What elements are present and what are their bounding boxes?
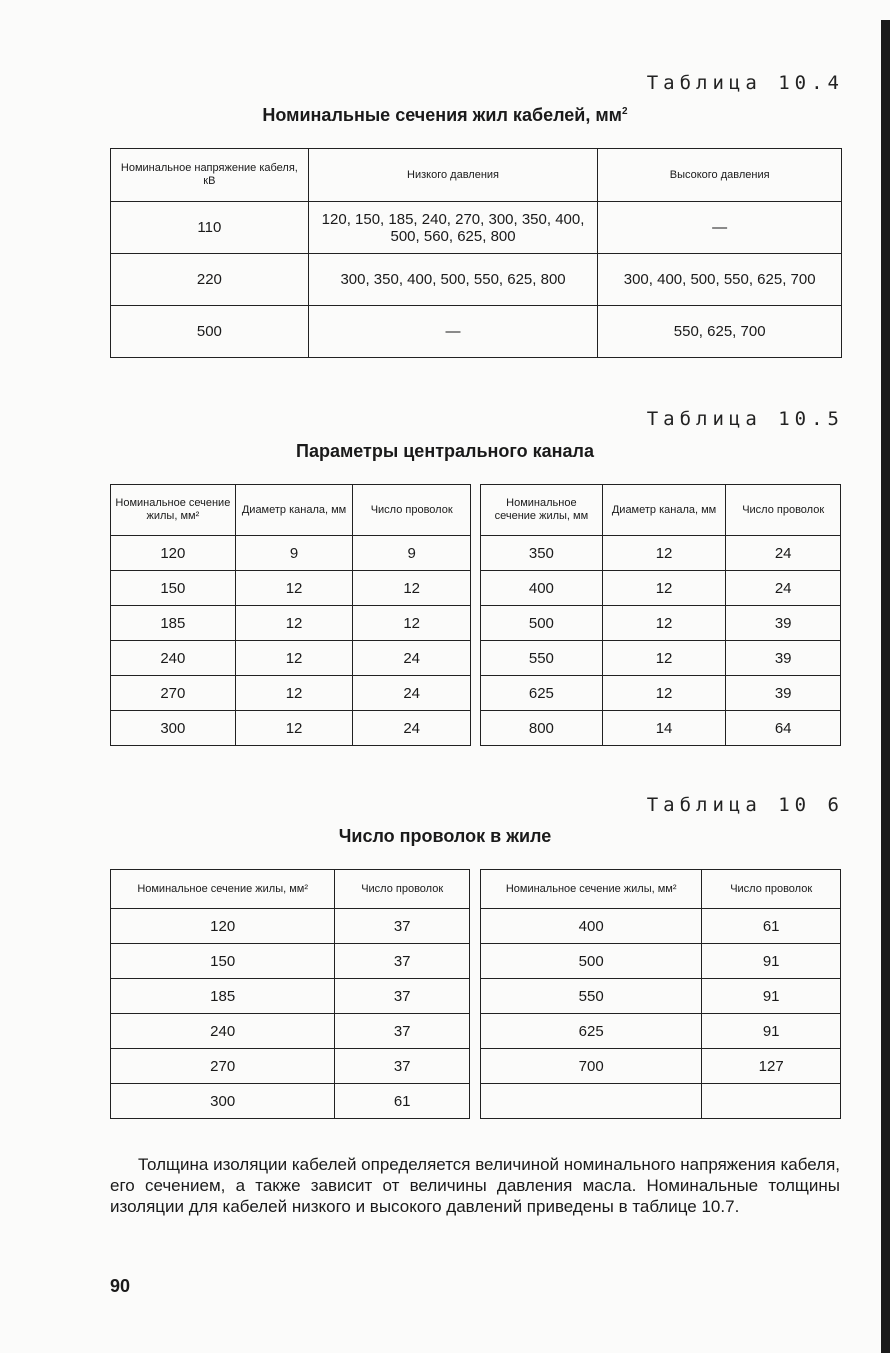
header-cell: Номинальное сечение жилы, мм² — [481, 870, 702, 909]
table-cell — [481, 1084, 702, 1119]
table-row — [111, 676, 471, 711]
table-row — [111, 306, 842, 358]
table-10-5-title: Параметры центрального канала — [296, 441, 594, 461]
header-cell: Число проволок — [335, 870, 470, 909]
table-cell: 185 — [111, 979, 335, 1014]
table-cell: 300 — [111, 711, 236, 746]
table-cell: 12 — [235, 641, 353, 676]
table-cell: 9 — [353, 536, 471, 571]
table-10-4-title — [0, 105, 890, 126]
table-cell: 625 — [481, 1014, 702, 1049]
table-cell: 12 — [235, 711, 353, 746]
header-cell: Диаметр канала, мм — [602, 485, 726, 536]
page-number: 90 — [110, 1276, 131, 1296]
table-cell: 625 — [481, 676, 603, 711]
header-cell: Число проволок — [353, 485, 471, 536]
table-row — [111, 1049, 470, 1084]
table-cell: 12 — [602, 571, 726, 606]
table-cell: 300, 350, 400, 500, 550, 625, 800 — [308, 254, 598, 306]
table-cell: 12 — [353, 606, 471, 641]
table-10-4-title-sup: 2 — [622, 106, 628, 117]
table-10-5-right — [480, 484, 841, 746]
table-cell: 300 — [111, 1084, 335, 1119]
header-cell: Номинальное напряжение кабеля, кВ — [111, 149, 309, 202]
table-header-row — [481, 870, 841, 909]
table-cell: 120 — [111, 536, 236, 571]
table-cell: 300, 400, 500, 550, 625, 700 — [598, 254, 842, 306]
table-cell: 61 — [702, 909, 841, 944]
table-row — [481, 1084, 841, 1119]
table-header-row — [111, 149, 842, 202]
table-cell: 14 — [602, 711, 726, 746]
table-row — [481, 571, 841, 606]
body-paragraph: Толщина изоляции кабелей определяется величиной номинального напряжения кабеля, его сечением, а также зависит от величины давления масла. Номинальные толщины изоляции для кабелей низкого и высокого давлений приведены в таблице 10.7. — [110, 1155, 840, 1216]
page-edge-shadow — [881, 20, 890, 1353]
table-cell: 12 — [602, 641, 726, 676]
table-cell: 37 — [335, 909, 470, 944]
table-row — [111, 202, 842, 254]
table-10-5-left — [110, 484, 471, 746]
table-cell: 39 — [726, 606, 841, 641]
header-cell: Низкого давления — [308, 149, 598, 202]
table-cell: 12 — [235, 606, 353, 641]
table-cell: 12 — [602, 536, 726, 571]
table-row — [481, 1049, 841, 1084]
table-cell: 12 — [235, 676, 353, 711]
table-cell: 400 — [481, 571, 603, 606]
table-cell: 12 — [235, 571, 353, 606]
table-row — [111, 606, 471, 641]
table-cell: 91 — [702, 944, 841, 979]
table-row — [111, 944, 470, 979]
table-cell: 120 — [111, 909, 335, 944]
table-cell: 120, 150, 185, 240, 270, 300, 350, 400, 500, 560, 625, 800 — [308, 202, 598, 254]
table-10-4-title-text: Номинальные сечения жил кабелей, мм — [262, 105, 622, 125]
table-cell: 150 — [111, 944, 335, 979]
table-cell: 12 — [353, 571, 471, 606]
table-cell: 240 — [111, 641, 236, 676]
table-cell: 350 — [481, 536, 603, 571]
table-cell: 240 — [111, 1014, 335, 1049]
table-cell: 24 — [726, 536, 841, 571]
header-cell: Номинальное сечение жилы, мм — [481, 485, 603, 536]
table-row — [481, 1014, 841, 1049]
header-cell: Высокого давления — [598, 149, 842, 202]
header-cell: Номинальное сечение жилы, мм² — [111, 870, 335, 909]
table-cell: 270 — [111, 1049, 335, 1084]
header-cell: Номинальное сечение жилы, мм² — [111, 485, 236, 536]
table-row — [111, 979, 470, 1014]
table-cell: 37 — [335, 1014, 470, 1049]
table-row — [481, 944, 841, 979]
table-row — [481, 536, 841, 571]
table-cell: 61 — [335, 1084, 470, 1119]
table-header-row — [111, 485, 471, 536]
table-cell: 91 — [702, 979, 841, 1014]
table-cell: 9 — [235, 536, 353, 571]
table-cell: 700 — [481, 1049, 702, 1084]
header-cell: Число проволок — [702, 870, 841, 909]
table-cell: 91 — [702, 1014, 841, 1049]
table-cell: 37 — [335, 1049, 470, 1084]
table-10-4 — [110, 148, 842, 358]
table-cell: — — [308, 306, 598, 358]
table-cell: 800 — [481, 711, 603, 746]
table-cell: 500 — [481, 944, 702, 979]
table-cell: 220 — [111, 254, 309, 306]
table-row — [111, 571, 471, 606]
table-10-5-label: Таблица 10.5 — [646, 408, 844, 430]
table-row — [481, 641, 841, 676]
table-cell: 39 — [726, 676, 841, 711]
table-row — [111, 711, 471, 746]
table-cell: 500 — [111, 306, 309, 358]
table-cell: 12 — [602, 606, 726, 641]
table-row — [111, 909, 470, 944]
table-cell: 185 — [111, 606, 236, 641]
table-cell: 24 — [353, 641, 471, 676]
table-cell: 270 — [111, 676, 236, 711]
table-row — [481, 909, 841, 944]
table-cell: 550, 625, 700 — [598, 306, 842, 358]
table-10-6-title: Число проволок в жиле — [338, 826, 552, 846]
table-row — [111, 536, 471, 571]
table-header-row — [111, 870, 470, 909]
table-cell: 550 — [481, 979, 702, 1014]
table-10-6-label: Таблица 10 6 — [646, 794, 844, 816]
table-cell: 127 — [702, 1049, 841, 1084]
table-cell: 24 — [353, 676, 471, 711]
table-cell: 37 — [335, 979, 470, 1014]
table-row — [111, 1084, 470, 1119]
table-row — [111, 1014, 470, 1049]
table-cell: 110 — [111, 202, 309, 254]
table-cell: 150 — [111, 571, 236, 606]
table-10-4-label: Таблица 10.4 — [646, 72, 844, 94]
table-header-row — [481, 485, 841, 536]
table-cell: 37 — [335, 944, 470, 979]
table-row — [481, 979, 841, 1014]
table-cell: 400 — [481, 909, 702, 944]
table-row — [111, 254, 842, 306]
table-row — [481, 606, 841, 641]
table-row — [481, 676, 841, 711]
table-10-6-left — [110, 869, 470, 1119]
header-cell: Диаметр канала, мм — [235, 485, 353, 536]
table-10-6-right — [480, 869, 841, 1119]
table-row — [481, 711, 841, 746]
table-row — [111, 641, 471, 676]
table-cell: 24 — [353, 711, 471, 746]
table-cell — [702, 1084, 841, 1119]
table-cell: 64 — [726, 711, 841, 746]
table-cell: 12 — [602, 676, 726, 711]
table-cell: 39 — [726, 641, 841, 676]
header-cell: Число проволок — [726, 485, 841, 536]
table-cell: 500 — [481, 606, 603, 641]
table-cell: 24 — [726, 571, 841, 606]
table-cell: 550 — [481, 641, 603, 676]
table-cell: — — [598, 202, 842, 254]
